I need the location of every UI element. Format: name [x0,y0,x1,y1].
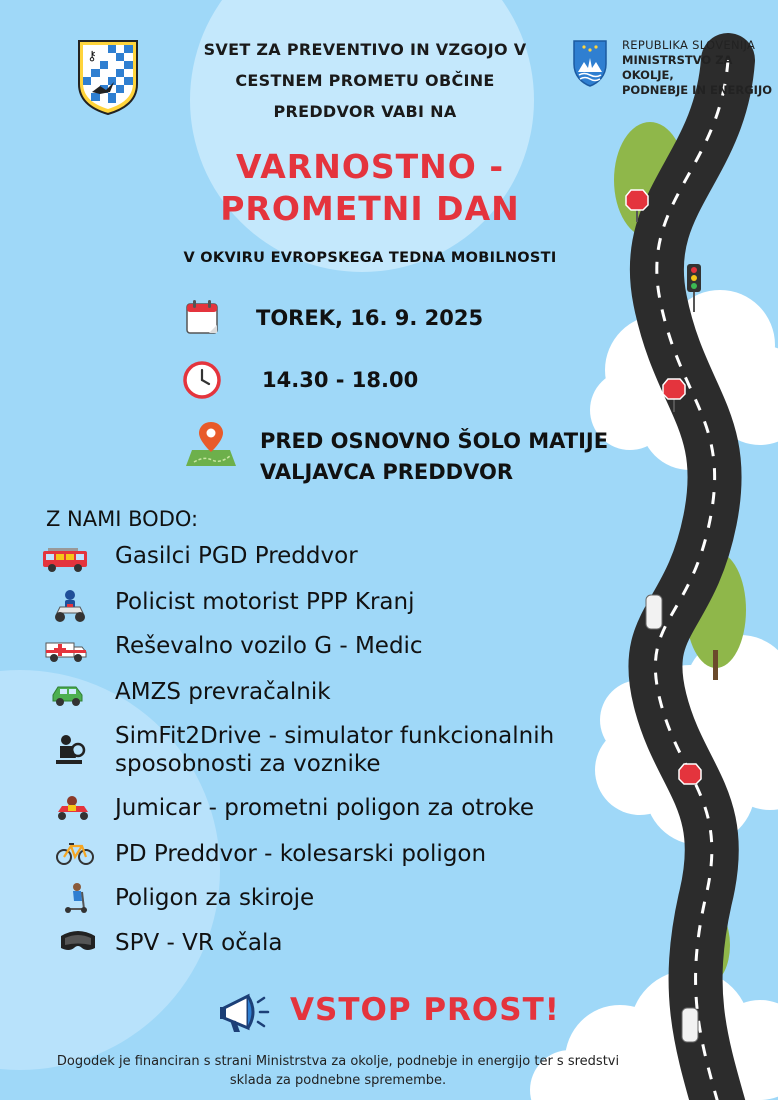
fire-truck-icon [42,547,88,573]
participant-item: PD Preddvor - kolesarski poligon [115,841,487,867]
ministry-country: REPUBLIKA SLOVENIJA [622,38,756,52]
event-date: TOREK, 16. 9. 2025 [256,306,484,330]
participant-item: Gasilci PGD Preddvor [115,543,358,569]
organizer-line-3: PREDDVOR VABI NA [273,102,457,121]
police-motorcycle-icon [54,589,86,623]
municipality-coat-of-arms [76,38,140,116]
bicycle-icon [55,840,95,866]
participant-item: SPV - VR očala [115,930,283,956]
event-location-line-1: PRED OSNOVNO ŠOLO MATIJE [260,429,609,453]
participants-intro: Z NAMI BODO: [46,507,199,531]
free-entry-text: VSTOP PROST! [290,992,560,1028]
slovenia-crest-icon [570,38,610,88]
footer-note [0,1052,676,1090]
driving-simulator-icon [52,734,86,766]
vr-goggles-icon [58,928,98,956]
event-location [260,426,608,488]
clock-icon [183,361,221,399]
participant-item-line-2: sposobnosti za voznike [115,751,381,777]
event-time: 14.30 - 18.00 [262,368,419,392]
organizer-line-1: SVET ZA PREVENTIVO IN VZGOJO V [203,40,527,59]
event-location-line-2: VALJAVCA PREDDVOR [260,460,514,484]
ministry-text [622,38,778,98]
participant-item: Reševalno vozilo G - Medic [115,633,423,659]
organizer-heading [170,34,560,127]
organizer-line-2: CESTNEM PROMETU OBČINE [235,71,495,90]
svg-text:⚷: ⚷ [87,49,97,64]
participant-item: Poligon za skiroje [115,885,315,911]
calendar-icon [185,299,219,335]
scooter-icon [62,882,90,914]
car-icon [50,681,86,707]
participant-item-multiline [115,722,554,778]
winding-road [655,60,728,1100]
event-title-line-1: VARNOSTNO - [235,147,505,186]
map-pin-icon [184,420,238,468]
footer-line-1: Dogodek je financiran s strani Ministrstva za okolje, podnebje in energijo ter s sredstvi [56,1054,620,1069]
footer-line-2: sklada za podnebne spremembe. [229,1073,447,1088]
megaphone-icon [218,988,270,1038]
event-title [170,146,570,230]
participant-item: Jumicar - prometni poligon za otroke [115,795,534,821]
event-title-line-2: PROMETNI DAN [220,189,520,228]
ambulance-icon [44,639,88,663]
participant-item-line-1: SimFit2Drive - simulator funkcionalnih [115,723,555,749]
participant-item: AMZS prevračalnik [115,679,331,705]
go-kart-icon [54,794,92,822]
participant-item: Policist motorist PPP Kranj [115,589,415,615]
event-subtitle: V OKVIRU EVROPSKEGA TEDNA MOBILNOSTI [183,250,557,266]
ministry-name-line-1: MINISTRSTVO ZA OKOLJE, [622,53,733,82]
ministry-name-line-2: PODNEBJE IN ENERGIJO [622,83,773,97]
